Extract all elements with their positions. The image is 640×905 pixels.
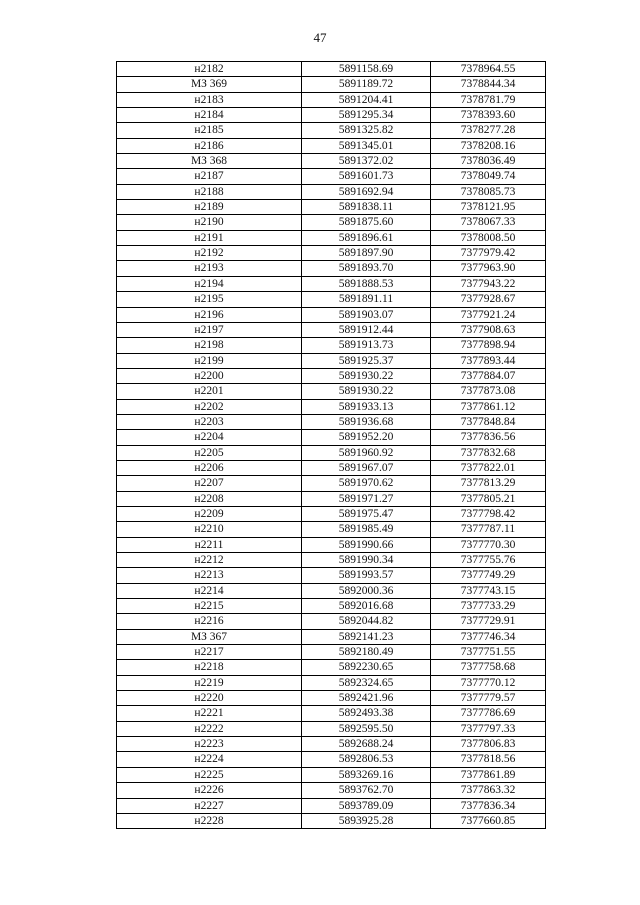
coordinates-table bbox=[116, 61, 546, 829]
table-row bbox=[117, 445, 546, 460]
table-row bbox=[117, 522, 546, 537]
point-id-cell: н2204 bbox=[117, 430, 302, 445]
table-row bbox=[117, 368, 546, 383]
x-coordinate-cell: 5892000.36 bbox=[302, 583, 431, 598]
x-coordinate-cell: 5891875.60 bbox=[302, 215, 431, 230]
x-coordinate-cell: 5891930.22 bbox=[302, 368, 431, 383]
x-coordinate-cell: 5892324.65 bbox=[302, 675, 431, 690]
table-row bbox=[117, 307, 546, 322]
y-coordinate-cell: 7377729.91 bbox=[431, 614, 546, 629]
point-id-cell: н2226 bbox=[117, 783, 302, 798]
point-id-cell: н2192 bbox=[117, 246, 302, 261]
point-id-cell: н2205 bbox=[117, 445, 302, 460]
y-coordinate-cell: 7377755.76 bbox=[431, 553, 546, 568]
table-row bbox=[117, 813, 546, 828]
x-coordinate-cell: 5891933.13 bbox=[302, 399, 431, 414]
point-id-cell: н2223 bbox=[117, 737, 302, 752]
y-coordinate-cell: 7377836.34 bbox=[431, 798, 546, 813]
y-coordinate-cell: 7378036.49 bbox=[431, 154, 546, 169]
y-coordinate-cell: 7378008.50 bbox=[431, 230, 546, 245]
point-id-cell: н2200 bbox=[117, 368, 302, 383]
y-coordinate-cell: 7377884.07 bbox=[431, 368, 546, 383]
x-coordinate-cell: 5891204.41 bbox=[302, 92, 431, 107]
x-coordinate-cell: 5891893.70 bbox=[302, 261, 431, 276]
table-row bbox=[117, 108, 546, 123]
y-coordinate-cell: 7377822.01 bbox=[431, 460, 546, 475]
table-row bbox=[117, 691, 546, 706]
x-coordinate-cell: 5892044.82 bbox=[302, 614, 431, 629]
point-id-cell: н2216 bbox=[117, 614, 302, 629]
table-row bbox=[117, 92, 546, 107]
x-coordinate-cell: 5892421.96 bbox=[302, 691, 431, 706]
y-coordinate-cell: 7377963.90 bbox=[431, 261, 546, 276]
x-coordinate-cell: 5891325.82 bbox=[302, 123, 431, 138]
table-row bbox=[117, 123, 546, 138]
x-coordinate-cell: 5891936.68 bbox=[302, 414, 431, 429]
y-coordinate-cell: 7378964.55 bbox=[431, 62, 546, 77]
table-row bbox=[117, 614, 546, 629]
point-id-cell: н2210 bbox=[117, 522, 302, 537]
y-coordinate-cell: 7378844.34 bbox=[431, 77, 546, 92]
x-coordinate-cell: 5891971.27 bbox=[302, 491, 431, 506]
x-coordinate-cell: 5893925.28 bbox=[302, 813, 431, 828]
y-coordinate-cell: 7377921.24 bbox=[431, 307, 546, 322]
x-coordinate-cell: 5891970.62 bbox=[302, 476, 431, 491]
y-coordinate-cell: 7377861.89 bbox=[431, 767, 546, 782]
y-coordinate-cell: 7377746.34 bbox=[431, 629, 546, 644]
x-coordinate-cell: 5891975.47 bbox=[302, 506, 431, 521]
table-row bbox=[117, 798, 546, 813]
point-id-cell: н2207 bbox=[117, 476, 302, 491]
y-coordinate-cell: 7377898.94 bbox=[431, 338, 546, 353]
point-id-cell: МЗ 369 bbox=[117, 77, 302, 92]
x-coordinate-cell: 5891913.73 bbox=[302, 338, 431, 353]
point-id-cell: н2186 bbox=[117, 138, 302, 153]
point-id-cell: н2212 bbox=[117, 553, 302, 568]
table-row bbox=[117, 430, 546, 445]
x-coordinate-cell: 5891912.44 bbox=[302, 322, 431, 337]
point-id-cell: н2189 bbox=[117, 200, 302, 215]
x-coordinate-cell: 5891985.49 bbox=[302, 522, 431, 537]
x-coordinate-cell: 5891372.02 bbox=[302, 154, 431, 169]
table-row bbox=[117, 322, 546, 337]
table-row bbox=[117, 215, 546, 230]
x-coordinate-cell: 5891189.72 bbox=[302, 77, 431, 92]
point-id-cell: н2211 bbox=[117, 537, 302, 552]
y-coordinate-cell: 7377749.29 bbox=[431, 568, 546, 583]
point-id-cell: н2225 bbox=[117, 767, 302, 782]
y-coordinate-cell: 7377908.63 bbox=[431, 322, 546, 337]
x-coordinate-cell: 5892493.38 bbox=[302, 706, 431, 721]
table-row bbox=[117, 353, 546, 368]
table-row bbox=[117, 246, 546, 261]
table-row bbox=[117, 460, 546, 475]
x-coordinate-cell: 5892595.50 bbox=[302, 721, 431, 736]
table-row bbox=[117, 77, 546, 92]
x-coordinate-cell: 5892016.68 bbox=[302, 599, 431, 614]
point-id-cell: н2208 bbox=[117, 491, 302, 506]
point-id-cell: н2182 bbox=[117, 62, 302, 77]
y-coordinate-cell: 7377873.08 bbox=[431, 384, 546, 399]
point-id-cell: МЗ 368 bbox=[117, 154, 302, 169]
table-row bbox=[117, 706, 546, 721]
table-row bbox=[117, 599, 546, 614]
point-id-cell: н2227 bbox=[117, 798, 302, 813]
point-id-cell: н2188 bbox=[117, 184, 302, 199]
y-coordinate-cell: 7377863.32 bbox=[431, 783, 546, 798]
x-coordinate-cell: 5891990.66 bbox=[302, 537, 431, 552]
x-coordinate-cell: 5891897.90 bbox=[302, 246, 431, 261]
x-coordinate-cell: 5891888.53 bbox=[302, 276, 431, 291]
point-id-cell: н2194 bbox=[117, 276, 302, 291]
point-id-cell: н2215 bbox=[117, 599, 302, 614]
x-coordinate-cell: 5891952.20 bbox=[302, 430, 431, 445]
point-id-cell: н2199 bbox=[117, 353, 302, 368]
y-coordinate-cell: 7378121.95 bbox=[431, 200, 546, 215]
table-row bbox=[117, 752, 546, 767]
table-row bbox=[117, 399, 546, 414]
y-coordinate-cell: 7377786.69 bbox=[431, 706, 546, 721]
y-coordinate-cell: 7378049.74 bbox=[431, 169, 546, 184]
table-row bbox=[117, 200, 546, 215]
y-coordinate-cell: 7377660.85 bbox=[431, 813, 546, 828]
point-id-cell: н2222 bbox=[117, 721, 302, 736]
y-coordinate-cell: 7377798.42 bbox=[431, 506, 546, 521]
y-coordinate-cell: 7377805.21 bbox=[431, 491, 546, 506]
x-coordinate-cell: 5891345.01 bbox=[302, 138, 431, 153]
x-coordinate-cell: 5892180.49 bbox=[302, 645, 431, 660]
x-coordinate-cell: 5893269.16 bbox=[302, 767, 431, 782]
point-id-cell: н2217 bbox=[117, 645, 302, 660]
y-coordinate-cell: 7377779.57 bbox=[431, 691, 546, 706]
x-coordinate-cell: 5891990.34 bbox=[302, 553, 431, 568]
table-row bbox=[117, 629, 546, 644]
y-coordinate-cell: 7377832.68 bbox=[431, 445, 546, 460]
x-coordinate-cell: 5891993.57 bbox=[302, 568, 431, 583]
point-id-cell: н2214 bbox=[117, 583, 302, 598]
x-coordinate-cell: 5892230.65 bbox=[302, 660, 431, 675]
point-id-cell: н2193 bbox=[117, 261, 302, 276]
x-coordinate-cell: 5891158.69 bbox=[302, 62, 431, 77]
y-coordinate-cell: 7377787.11 bbox=[431, 522, 546, 537]
point-id-cell: н2209 bbox=[117, 506, 302, 521]
point-id-cell: н2185 bbox=[117, 123, 302, 138]
x-coordinate-cell: 5891967.07 bbox=[302, 460, 431, 475]
point-id-cell: н2191 bbox=[117, 230, 302, 245]
table-row bbox=[117, 169, 546, 184]
y-coordinate-cell: 7378208.16 bbox=[431, 138, 546, 153]
x-coordinate-cell: 5893789.09 bbox=[302, 798, 431, 813]
x-coordinate-cell: 5891838.11 bbox=[302, 200, 431, 215]
y-coordinate-cell: 7377818.56 bbox=[431, 752, 546, 767]
table-row bbox=[117, 184, 546, 199]
point-id-cell: н2195 bbox=[117, 292, 302, 307]
table-row bbox=[117, 553, 546, 568]
point-id-cell: н2219 bbox=[117, 675, 302, 690]
y-coordinate-cell: 7377836.56 bbox=[431, 430, 546, 445]
point-id-cell: н2220 bbox=[117, 691, 302, 706]
table-row bbox=[117, 384, 546, 399]
y-coordinate-cell: 7377979.42 bbox=[431, 246, 546, 261]
y-coordinate-cell: 7377770.30 bbox=[431, 537, 546, 552]
point-id-cell: н2213 bbox=[117, 568, 302, 583]
table-row bbox=[117, 721, 546, 736]
point-id-cell: н2202 bbox=[117, 399, 302, 414]
point-id-cell: н2203 bbox=[117, 414, 302, 429]
x-coordinate-cell: 5891930.22 bbox=[302, 384, 431, 399]
y-coordinate-cell: 7377758.68 bbox=[431, 660, 546, 675]
x-coordinate-cell: 5891891.11 bbox=[302, 292, 431, 307]
x-coordinate-cell: 5891960.92 bbox=[302, 445, 431, 460]
point-id-cell: МЗ 367 bbox=[117, 629, 302, 644]
table-row bbox=[117, 276, 546, 291]
y-coordinate-cell: 7377943.22 bbox=[431, 276, 546, 291]
point-id-cell: н2184 bbox=[117, 108, 302, 123]
table-row bbox=[117, 62, 546, 77]
point-id-cell: н2198 bbox=[117, 338, 302, 353]
table-row bbox=[117, 138, 546, 153]
table-row bbox=[117, 767, 546, 782]
table-row bbox=[117, 230, 546, 245]
point-id-cell: н2197 bbox=[117, 322, 302, 337]
table-row bbox=[117, 338, 546, 353]
x-coordinate-cell: 5892141.23 bbox=[302, 629, 431, 644]
table-row bbox=[117, 506, 546, 521]
x-coordinate-cell: 5891903.07 bbox=[302, 307, 431, 322]
y-coordinate-cell: 7377806.83 bbox=[431, 737, 546, 752]
point-id-cell: н2183 bbox=[117, 92, 302, 107]
y-coordinate-cell: 7377861.12 bbox=[431, 399, 546, 414]
table-row bbox=[117, 537, 546, 552]
x-coordinate-cell: 5892688.24 bbox=[302, 737, 431, 752]
table-row bbox=[117, 261, 546, 276]
y-coordinate-cell: 7378085.73 bbox=[431, 184, 546, 199]
y-coordinate-cell: 7378393.60 bbox=[431, 108, 546, 123]
point-id-cell: н2221 bbox=[117, 706, 302, 721]
x-coordinate-cell: 5893762.70 bbox=[302, 783, 431, 798]
x-coordinate-cell: 5891601.73 bbox=[302, 169, 431, 184]
table-row bbox=[117, 737, 546, 752]
table-row bbox=[117, 675, 546, 690]
y-coordinate-cell: 7377813.29 bbox=[431, 476, 546, 491]
y-coordinate-cell: 7378781.79 bbox=[431, 92, 546, 107]
table-row bbox=[117, 783, 546, 798]
y-coordinate-cell: 7377743.15 bbox=[431, 583, 546, 598]
y-coordinate-cell: 7377797.33 bbox=[431, 721, 546, 736]
x-coordinate-cell: 5891692.94 bbox=[302, 184, 431, 199]
point-id-cell: н2224 bbox=[117, 752, 302, 767]
y-coordinate-cell: 7377751.55 bbox=[431, 645, 546, 660]
x-coordinate-cell: 5892806.53 bbox=[302, 752, 431, 767]
point-id-cell: н2228 bbox=[117, 813, 302, 828]
y-coordinate-cell: 7377770.12 bbox=[431, 675, 546, 690]
table-row bbox=[117, 568, 546, 583]
x-coordinate-cell: 5891896.61 bbox=[302, 230, 431, 245]
y-coordinate-cell: 7378277.28 bbox=[431, 123, 546, 138]
point-id-cell: н2201 bbox=[117, 384, 302, 399]
y-coordinate-cell: 7377928.67 bbox=[431, 292, 546, 307]
page-number: 47 bbox=[313, 30, 327, 45]
table-row bbox=[117, 154, 546, 169]
x-coordinate-cell: 5891925.37 bbox=[302, 353, 431, 368]
y-coordinate-cell: 7377893.44 bbox=[431, 353, 546, 368]
coordinates-table-body bbox=[117, 62, 546, 829]
table-row bbox=[117, 414, 546, 429]
point-id-cell: н2218 bbox=[117, 660, 302, 675]
point-id-cell: н2206 bbox=[117, 460, 302, 475]
table-row bbox=[117, 660, 546, 675]
table-row bbox=[117, 583, 546, 598]
table-row bbox=[117, 645, 546, 660]
y-coordinate-cell: 7377848.84 bbox=[431, 414, 546, 429]
y-coordinate-cell: 7377733.29 bbox=[431, 599, 546, 614]
x-coordinate-cell: 5891295.34 bbox=[302, 108, 431, 123]
y-coordinate-cell: 7378067.33 bbox=[431, 215, 546, 230]
point-id-cell: н2190 bbox=[117, 215, 302, 230]
point-id-cell: н2187 bbox=[117, 169, 302, 184]
table-row bbox=[117, 292, 546, 307]
table-row bbox=[117, 476, 546, 491]
point-id-cell: н2196 bbox=[117, 307, 302, 322]
table-row bbox=[117, 491, 546, 506]
